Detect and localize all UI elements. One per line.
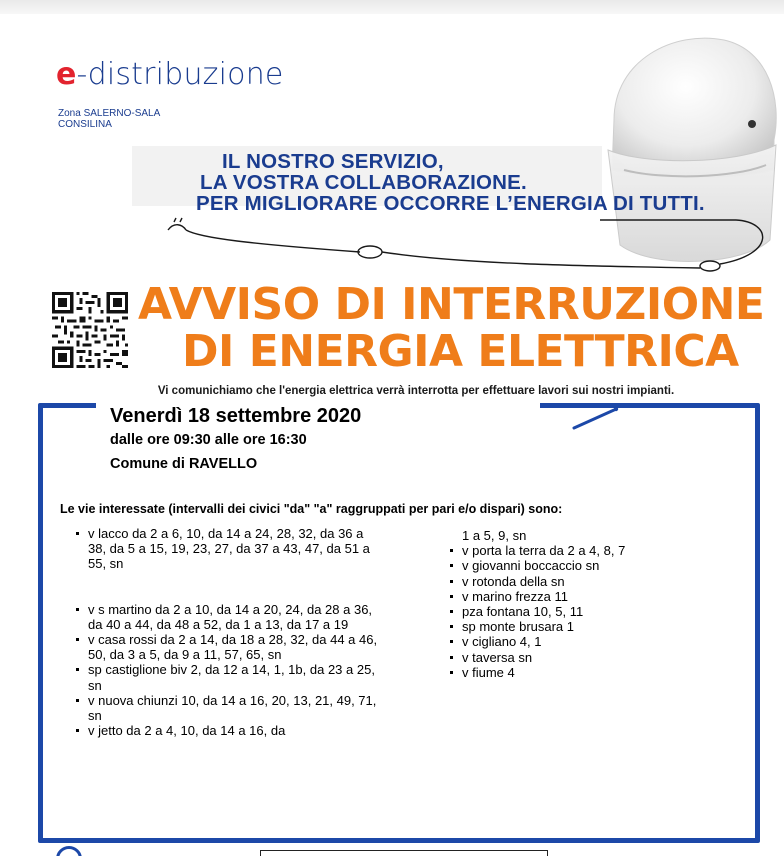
top-bar	[0, 0, 784, 14]
streets-right-column	[448, 528, 738, 680]
list-item: v marino frezza 11	[448, 589, 738, 604]
list-item: v nuova chiunzi 10, da 14 a 16, 20, 13, 21, 49, 71, sn	[74, 693, 384, 723]
headline-line-1: AVVISO DI INTERRUZIONE	[138, 279, 765, 330]
list-item: v cigliano 4, 1	[448, 634, 738, 649]
interruption-time: dalle ore 09:30 alle ore 16:30	[110, 432, 307, 448]
slogan-line-1: IL NOSTRO SERVIZIO,	[222, 150, 444, 173]
list-item: v casa rossi da 2 a 14, da 18 a 28, 32, da 44 a 46, 50, da 3 a 5, da 9 a 11, 57, 65, sn	[74, 632, 384, 662]
list-item: v giovanni boccaccio sn	[448, 558, 738, 573]
headline-line-2: DI ENERGIA ELETTRICA	[182, 326, 739, 377]
list-item: v rotonda della sn	[448, 574, 738, 589]
list-item: v jetto da 2 a 4, 10, da 14 a 16, da	[74, 723, 384, 738]
streets-title: Le vie interessate (intervalli dei civici "da" "a" raggruppati per pari e/o dispari) sono:	[60, 502, 563, 516]
interruption-date: Venerdì 18 settembre 2020	[110, 405, 362, 427]
comune-label: Comune di RAVELLO	[110, 456, 258, 472]
intro-text: Vi comunichiamo che l'energia elettrica verrà interrotta per effettuare lavori sui nostri impianti.	[157, 385, 675, 397]
list-item: pza fontana 10, 5, 11	[448, 604, 738, 619]
bottom-circle-icon	[56, 846, 82, 856]
bottom-box	[260, 850, 548, 856]
e-distribuzione-logo: e-distribuzione	[56, 57, 284, 92]
list-item-continuation: 1 a 5, 9, sn	[462, 528, 527, 543]
cable-plug-icon	[160, 208, 780, 288]
pen-icon	[568, 402, 668, 432]
list-item: sp castiglione biv 2, da 12 a 14, 1, 1b, da 23 a 25, sn	[74, 662, 384, 692]
list-item: v taversa sn	[448, 650, 738, 665]
zona-label: Zona SALERNO-SALA CONSILINA	[58, 108, 160, 130]
list-item: v s martino da 2 a 10, da 14 a 20, 24, da 28 a 36, da 40 a 44, da 48 a 52, da 1 a 13, da 17 a 19	[74, 602, 384, 632]
list-item: v fiume 4	[448, 665, 738, 680]
streets-left-column	[74, 526, 384, 738]
slogan-line-3: PER MIGLIORARE OCCORRE L’ENERGIA DI TUTTI.	[196, 192, 705, 215]
qr-code	[52, 292, 128, 368]
list-item: v porta la terra da 2 a 4, 8, 7	[448, 543, 738, 558]
list-item: sp monte brusara 1	[448, 619, 738, 634]
slogan-line-2: LA VOSTRA COLLABORAZIONE.	[200, 171, 527, 194]
list-item: v lacco da 2 a 6, 10, da 14 a 24, 28, 32, da 36 a 38, da 5 a 15, 19, 23, 27, da 37 a 43, 47, da 51 a 55, sn	[74, 526, 384, 572]
